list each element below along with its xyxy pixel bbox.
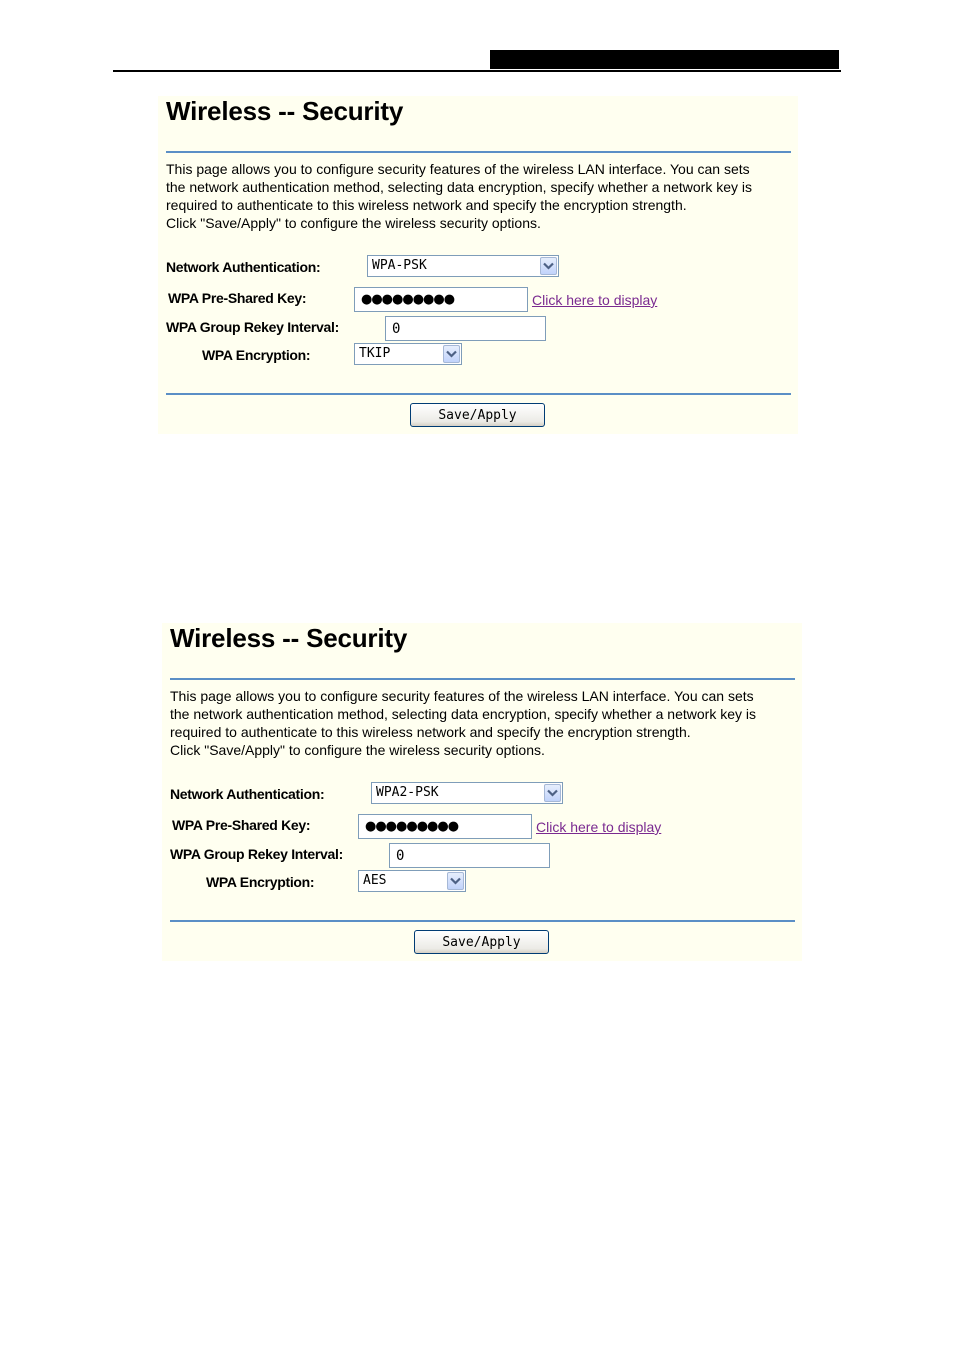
- description-line: This page allows you to configure security features of the wireless LAN interface. You can sets: [166, 161, 750, 177]
- header-bar: [490, 50, 839, 69]
- rekey-label: WPA Group Rekey Interval:: [170, 846, 343, 862]
- header-rule: [113, 70, 841, 72]
- divider: [170, 678, 795, 680]
- display-key-link[interactable]: Click here to display: [536, 819, 662, 835]
- network-auth-value: WPA2-PSK: [376, 785, 439, 800]
- save-apply-button[interactable]: Save/Apply: [410, 403, 545, 427]
- display-key-link[interactable]: Click here to display: [532, 292, 658, 308]
- description-line: Click "Save/Apply" to configure the wireless security options.: [166, 215, 541, 231]
- rekey-input[interactable]: [385, 316, 546, 341]
- network-auth-label: Network Authentication:: [170, 786, 325, 802]
- network-auth-select[interactable]: [367, 255, 559, 277]
- save-apply-button[interactable]: Save/Apply: [414, 930, 549, 954]
- page-title: Wireless -- Security: [166, 96, 404, 126]
- description-line: required to authenticate to this wireless network and specify the encryption strength.: [166, 197, 687, 213]
- security-panel-wpa2-psk: [162, 623, 802, 961]
- psk-input[interactable]: [354, 287, 528, 312]
- encryption-value: TKIP: [359, 346, 391, 361]
- chevron-down-icon[interactable]: [544, 784, 561, 802]
- description-line: This page allows you to configure security features of the wireless LAN interface. You can sets: [170, 688, 754, 704]
- description-line: the network authentication method, selecting data encryption, specify whether a network key is: [166, 179, 752, 195]
- encryption-select[interactable]: [354, 343, 462, 365]
- rekey-label: WPA Group Rekey Interval:: [166, 319, 339, 335]
- description-line: required to authenticate to this wireless network and specify the encryption strength.: [170, 724, 691, 740]
- divider: [170, 920, 795, 922]
- chevron-down-icon[interactable]: [447, 872, 464, 890]
- network-auth-select[interactable]: [371, 782, 563, 804]
- security-panel-wpa-psk: [158, 96, 798, 434]
- encryption-label: WPA Encryption:: [202, 347, 311, 363]
- description: [170, 687, 800, 759]
- encryption-value: AES: [363, 873, 387, 888]
- encryption-label: WPA Encryption:: [206, 874, 315, 890]
- description-line: Click "Save/Apply" to configure the wireless security options.: [170, 742, 545, 758]
- divider: [166, 151, 791, 153]
- network-auth-value: WPA-PSK: [372, 258, 427, 273]
- chevron-down-icon[interactable]: [443, 345, 460, 363]
- divider: [166, 393, 791, 395]
- encryption-select[interactable]: [358, 870, 466, 892]
- psk-label: WPA Pre-Shared Key:: [168, 290, 307, 306]
- page-title: Wireless -- Security: [170, 623, 408, 653]
- psk-value: ●●●●●●●●●: [365, 819, 459, 834]
- rekey-value: 0: [396, 848, 405, 864]
- rekey-input[interactable]: [389, 843, 550, 868]
- psk-value: ●●●●●●●●●: [361, 292, 455, 307]
- network-auth-label: Network Authentication:: [166, 259, 321, 275]
- rekey-value: 0: [392, 321, 401, 337]
- psk-input[interactable]: [358, 814, 532, 839]
- description: [166, 160, 796, 232]
- chevron-down-icon[interactable]: [540, 257, 557, 275]
- description-line: the network authentication method, selecting data encryption, specify whether a network key is: [170, 706, 756, 722]
- psk-label: WPA Pre-Shared Key:: [172, 817, 311, 833]
